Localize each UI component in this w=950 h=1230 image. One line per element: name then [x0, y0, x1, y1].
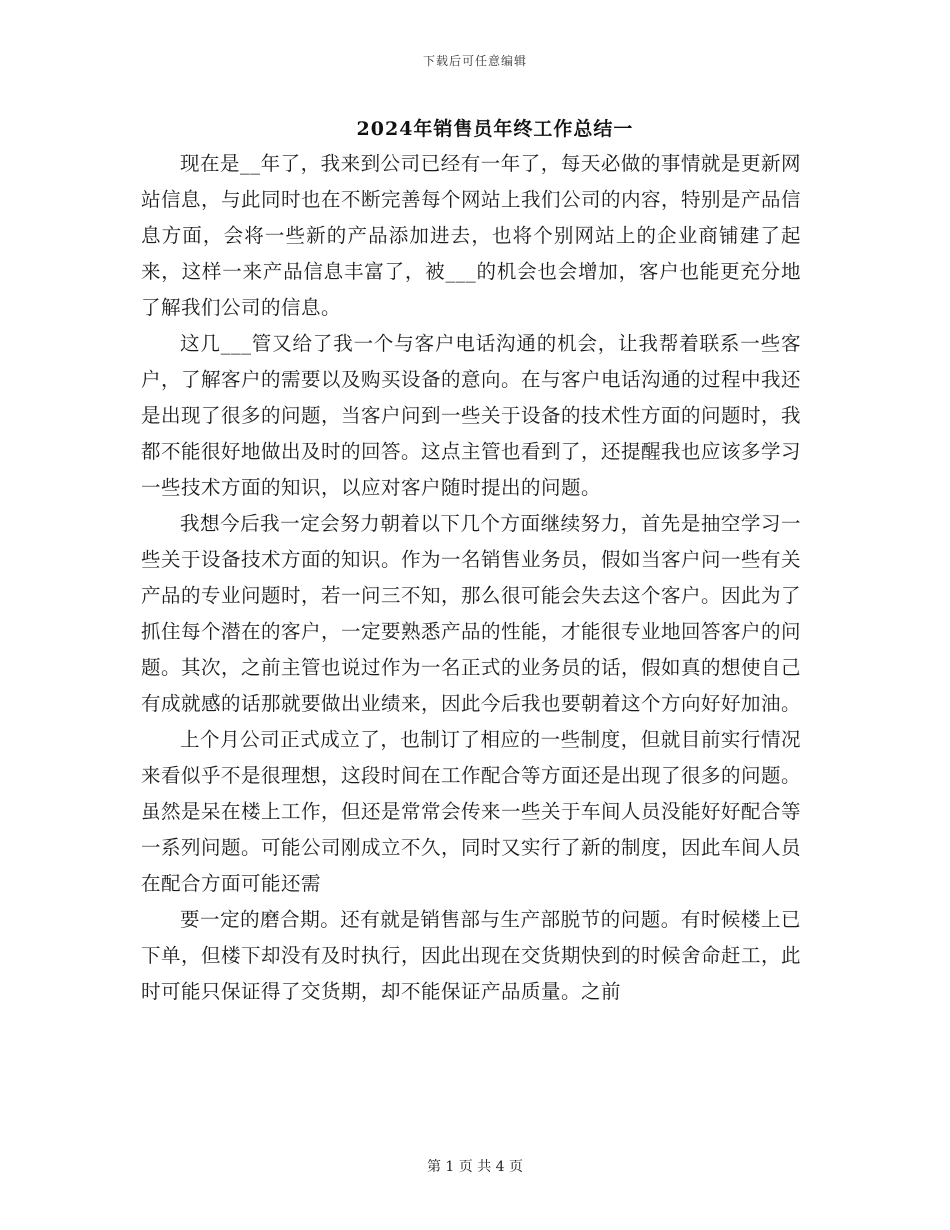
header-note: 下载后可任意编辑	[422, 54, 527, 68]
document-body	[141, 146, 801, 1010]
page-number: 第 1 页 共 4 页	[426, 1159, 524, 1175]
paragraph: 这几___管又给了我一个与客户电话沟通的机会，让我帮着联系一些客户，了解客户的需要以及购买设备的意向。在与客户电话沟通的过程中我还是出现了很多的问题，当客户问到一些关于设备的技术性方面的问题时，我都不能很好地做出及时的回答。这点主管也看到了，还提醒我也应该多学习一些技术方面的知识，以应对客户随时提出的问题。	[141, 332, 802, 499]
paragraph: 要一定的磨合期。还有就是销售部与生产部脱节的问题。有时候楼上已下单，但楼下却没有及时执行，因此出现在交货期快到的时候舍命赶工，此时可能只保证得了交货期，却不能保证产品质量。之前	[141, 908, 802, 1003]
document-title: 2024年销售员年终工作总结一	[356, 118, 634, 140]
paragraph: 我想今后我一定会努力朝着以下几个方面继续努力，首先是抽空学习一些关于设备技术方面的知识。作为一名销售业务员，假如当客户问一些有关产品的专业问题时，若一问三不知，那么很可能会失去这个客户。因此为了抓住每个潜在的客户，一定要熟悉产品的性能，才能很专业地回答客户的问题。其次，之前主管也说过作为一名正式的业务员的话，假如真的想使自己有成就感的话那就要做出业绩来，因此今后我也要朝着这个方向好好加油。	[141, 512, 802, 715]
paragraph: 上个月公司正式成立了，也制订了相应的一些制度，但就目前实行情况来看似乎不是很理想，这段时间在工作配合等方面还是出现了很多的问题。虽然是呆在楼上工作，但还是常常会传来一些关于车间人员没能好好配合等一系列问题。可能公司刚成立不久，同时又实行了新的制度，因此车间人员在配合方面可能还需	[141, 728, 802, 895]
paragraph: 现在是__年了，我来到公司已经有一年了，每天必做的事情就是更新网站信息，与此同时也在不断完善每个网站上我们公司的内容，特别是产品信息方面，会将一些新的产品添加进去，也将个别网站上的企业商铺建了起来，这样一来产品信息丰富了，被___的机会也会增加，客户也能更充分地了解我们公司的信息。	[141, 152, 802, 319]
